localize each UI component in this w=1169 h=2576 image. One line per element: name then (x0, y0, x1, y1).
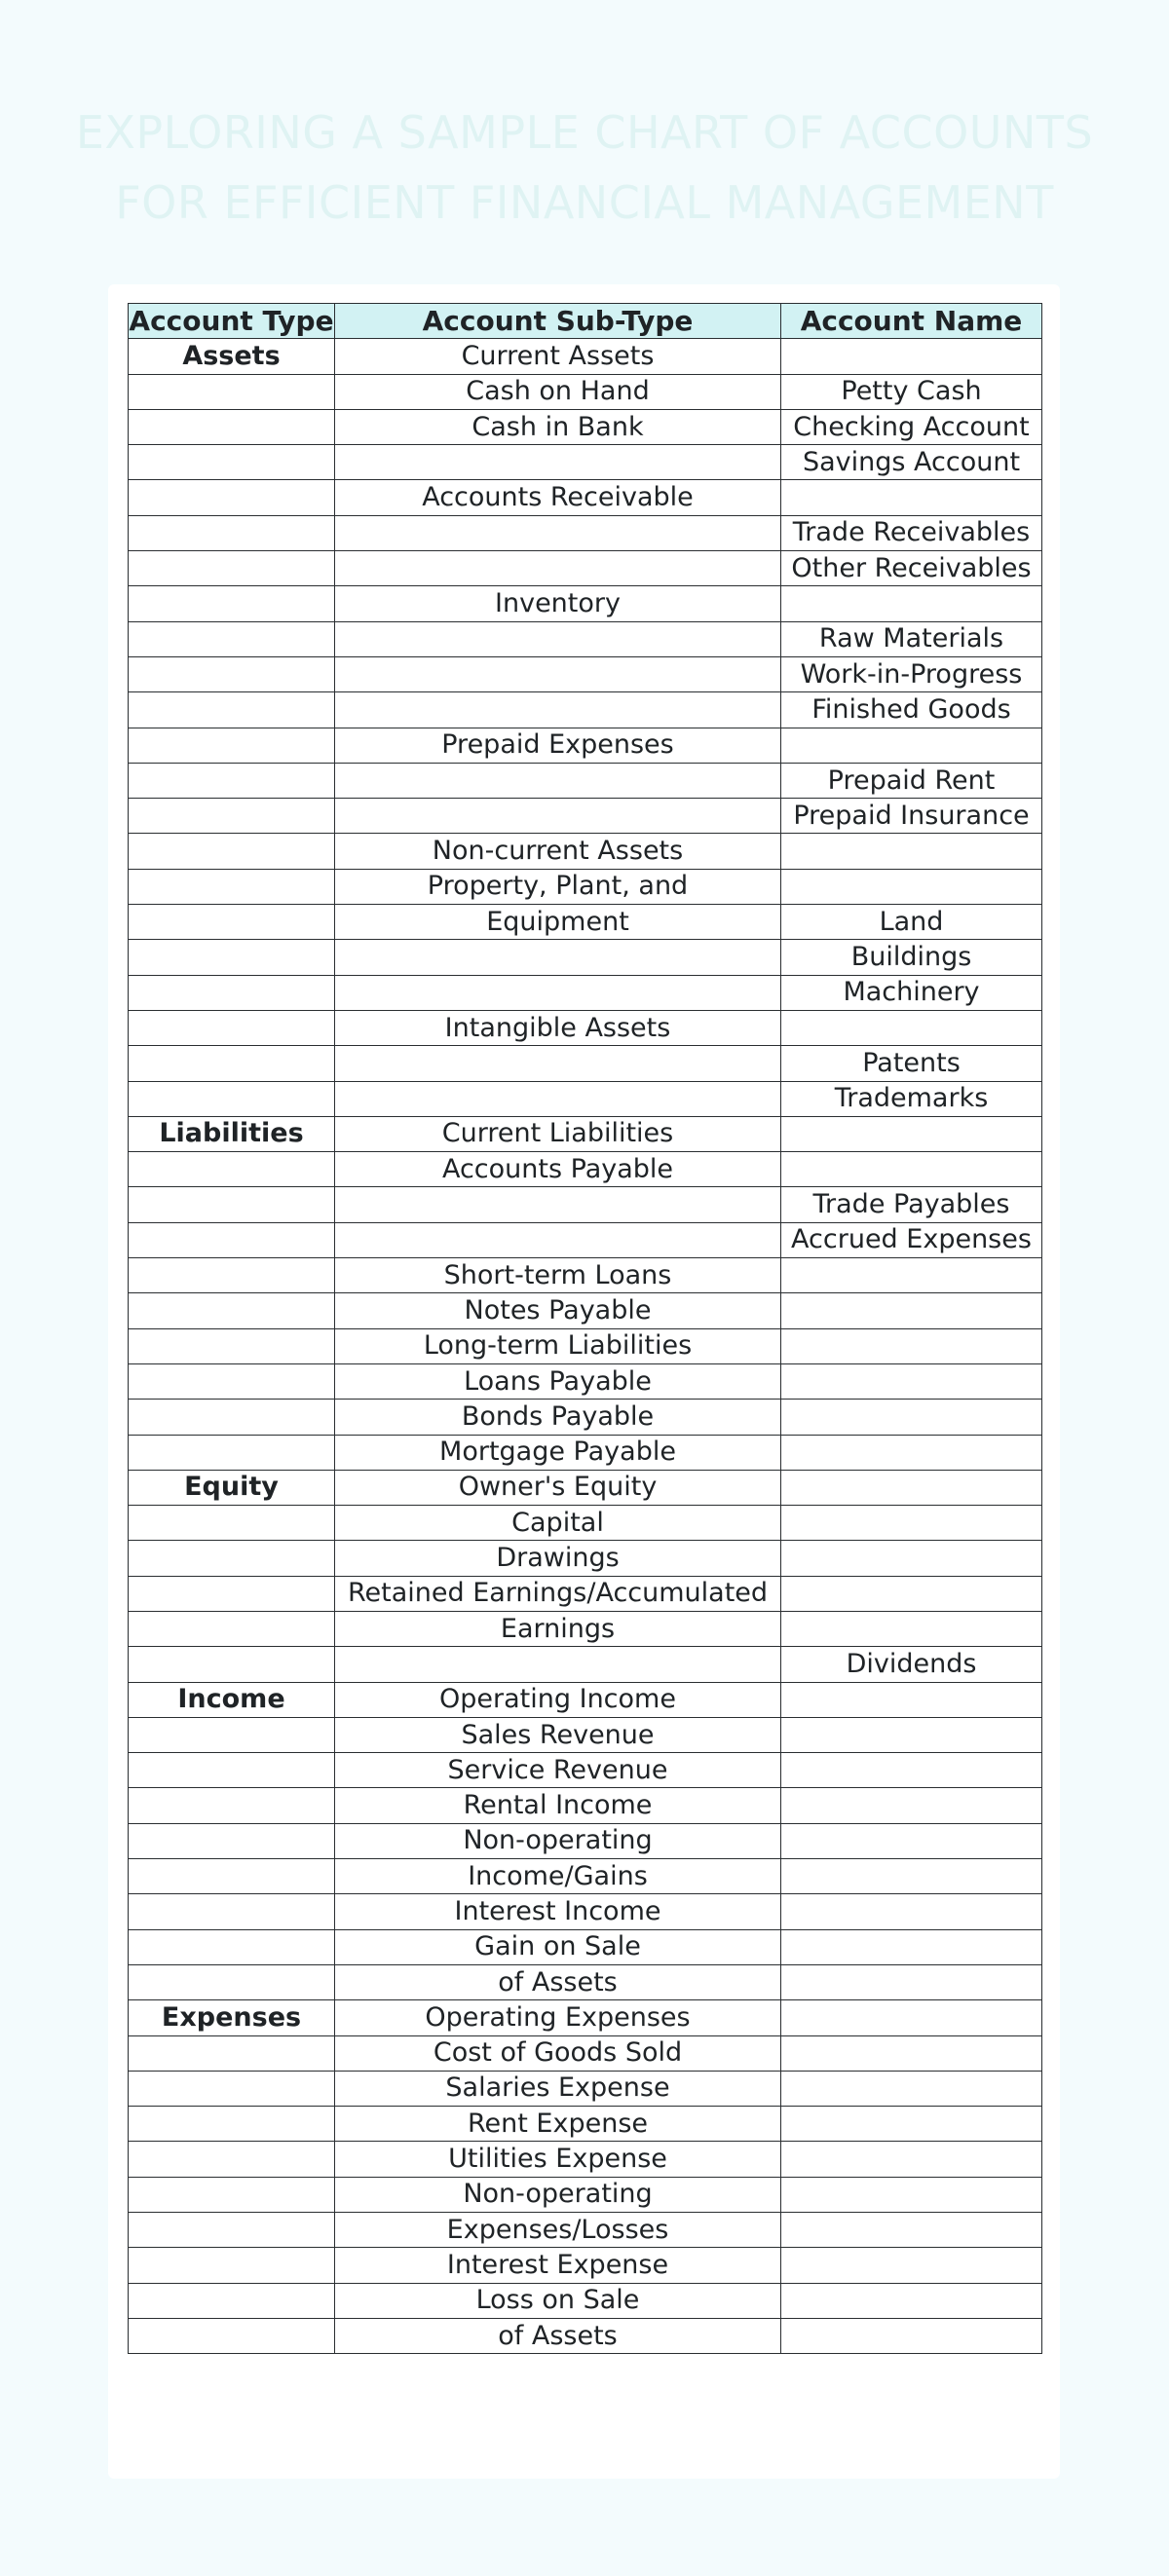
account-type-cell (129, 1363, 335, 1399)
account-type-cell (129, 1258, 335, 1293)
account-type-cell (129, 551, 335, 586)
account-sub-type-cell: Interest Income (335, 1894, 781, 1929)
account-type-cell (129, 1964, 335, 1999)
account-type-cell (129, 1400, 335, 1435)
account-name-cell (781, 1682, 1042, 1717)
account-type-cell (129, 515, 335, 550)
table-row (129, 374, 1042, 409)
table-row (129, 940, 1042, 975)
account-sub-type-cell (335, 445, 781, 480)
account-sub-type-cell: Gain on Sale (335, 1929, 781, 1964)
table-row (129, 1753, 1042, 1788)
account-name-cell (781, 2000, 1042, 2035)
account-name-cell: Accrued Expenses (781, 1222, 1042, 1257)
account-name-cell (781, 2283, 1042, 2318)
account-type-cell (129, 1328, 335, 1363)
header-account-name: Account Name (781, 304, 1042, 339)
account-name-cell (781, 1576, 1042, 1611)
table-row (129, 869, 1042, 904)
table-row (129, 2071, 1042, 2106)
account-sub-type-cell: Interest Expense (335, 2248, 781, 2283)
account-sub-type-cell: Short-term Loans (335, 1258, 781, 1293)
account-name-cell (781, 1506, 1042, 1541)
table-row (129, 1116, 1042, 1151)
table-row (129, 1647, 1042, 1682)
account-name-cell: Dividends (781, 1647, 1042, 1682)
table-row (129, 728, 1042, 763)
account-name-cell (781, 586, 1042, 621)
table-row (129, 975, 1042, 1010)
account-name-cell (781, 869, 1042, 904)
table-row (129, 834, 1042, 869)
account-name-cell (781, 2142, 1042, 2177)
table-row (129, 2213, 1042, 2248)
account-type-cell (129, 2248, 335, 2283)
table-row (129, 2318, 1042, 2353)
table-row (129, 1258, 1042, 1293)
account-sub-type-cell: Prepaid Expenses (335, 728, 781, 763)
table-row (129, 1046, 1042, 1081)
title-line-1: EXPLORING A SAMPLE CHART OF ACCOUNTS (75, 106, 1094, 159)
account-name-cell (781, 2318, 1042, 2353)
account-sub-type-cell: Cash in Bank (335, 409, 781, 444)
table-row (129, 2177, 1042, 2212)
account-type-cell (129, 1293, 335, 1328)
account-sub-type-cell (335, 1647, 781, 1682)
header-account-type: Account Type (129, 304, 335, 339)
table-row (129, 621, 1042, 656)
account-type-cell (129, 1046, 335, 1081)
account-name-cell (781, 1894, 1042, 1929)
account-type-cell (129, 1753, 335, 1788)
account-type-cell (129, 1222, 335, 1257)
table-row (129, 1788, 1042, 1823)
account-name-cell: Trade Receivables (781, 515, 1042, 550)
account-sub-type-cell (335, 799, 781, 834)
account-type-cell (129, 2107, 335, 2142)
account-name-cell: Other Receivables (781, 551, 1042, 586)
table-row (129, 763, 1042, 798)
account-type-cell (129, 1611, 335, 1646)
table-row (129, 2000, 1042, 2035)
table-row (129, 1894, 1042, 1929)
account-name-cell (781, 1470, 1042, 1505)
account-type-cell: Income (129, 1682, 335, 1717)
account-name-cell: Buildings (781, 940, 1042, 975)
table-row (129, 2248, 1042, 2283)
account-type-cell (129, 975, 335, 1010)
chart-of-accounts-table (128, 303, 1042, 2354)
account-name-cell (781, 1435, 1042, 1470)
account-type-cell (129, 409, 335, 444)
account-type-cell (129, 728, 335, 763)
table-row (129, 1363, 1042, 1399)
account-sub-type-cell: Equipment (335, 905, 781, 940)
table-row (129, 409, 1042, 444)
account-sub-type-cell: Salaries Expense (335, 2071, 781, 2106)
account-sub-type-cell: Loss on Sale (335, 2283, 781, 2318)
account-sub-type-cell: Mortgage Payable (335, 1435, 781, 1470)
account-sub-type-cell (335, 515, 781, 550)
account-sub-type-cell: Non-operating (335, 2177, 781, 2212)
account-sub-type-cell: Bonds Payable (335, 1400, 781, 1435)
table-row (129, 1964, 1042, 1999)
account-name-cell (781, 1010, 1042, 1045)
account-sub-type-cell (335, 656, 781, 691)
account-type-cell (129, 2035, 335, 2071)
account-type-cell (129, 656, 335, 691)
account-name-cell: Land (781, 905, 1042, 940)
account-sub-type-cell (335, 551, 781, 586)
account-type-cell (129, 2071, 335, 2106)
page-title (0, 97, 1169, 238)
account-sub-type-cell: Accounts Payable (335, 1152, 781, 1187)
table-row (129, 1222, 1042, 1257)
account-name-cell (781, 1293, 1042, 1328)
account-sub-type-cell (335, 692, 781, 728)
account-sub-type-cell: of Assets (335, 2318, 781, 2353)
account-sub-type-cell: Non-current Assets (335, 834, 781, 869)
account-name-cell (781, 2071, 1042, 2106)
account-sub-type-cell: Service Revenue (335, 1753, 781, 1788)
account-name-cell (781, 1717, 1042, 1752)
account-type-cell (129, 905, 335, 940)
account-type-cell (129, 940, 335, 975)
table-row (129, 480, 1042, 515)
account-name-cell (781, 480, 1042, 515)
account-sub-type-cell (335, 975, 781, 1010)
table-row (129, 905, 1042, 940)
table-row (129, 1859, 1042, 1894)
table-row (129, 2107, 1042, 2142)
account-type-cell (129, 2177, 335, 2212)
account-type-cell (129, 1894, 335, 1929)
account-type-cell (129, 1435, 335, 1470)
account-sub-type-cell: Operating Income (335, 1682, 781, 1717)
account-sub-type-cell: Cost of Goods Sold (335, 2035, 781, 2071)
account-type-cell (129, 2213, 335, 2248)
table-row (129, 1010, 1042, 1045)
account-name-cell: Prepaid Rent (781, 763, 1042, 798)
title-line-2: FOR EFFICIENT FINANCIAL MANAGEMENT (115, 176, 1054, 229)
account-type-cell (129, 763, 335, 798)
table-row (129, 2142, 1042, 2177)
account-name-cell (781, 1929, 1042, 1964)
account-sub-type-cell: Cash on Hand (335, 374, 781, 409)
account-sub-type-cell: Rental Income (335, 1788, 781, 1823)
account-name-cell (781, 1788, 1042, 1823)
account-type-cell (129, 445, 335, 480)
account-sub-type-cell (335, 1046, 781, 1081)
table-row (129, 339, 1042, 374)
account-name-cell: Prepaid Insurance (781, 799, 1042, 834)
account-name-cell (781, 2213, 1042, 2248)
account-type-cell (129, 621, 335, 656)
table-row (129, 551, 1042, 586)
account-type-cell (129, 1010, 335, 1045)
table-row (129, 1435, 1042, 1470)
account-name-cell: Savings Account (781, 445, 1042, 480)
table-row (129, 445, 1042, 480)
account-name-cell: Finished Goods (781, 692, 1042, 728)
account-name-cell (781, 1116, 1042, 1151)
account-sub-type-cell: Inventory (335, 586, 781, 621)
account-sub-type-cell: Current Assets (335, 339, 781, 374)
table-row (129, 692, 1042, 728)
account-sub-type-cell: Notes Payable (335, 1293, 781, 1328)
account-type-cell (129, 869, 335, 904)
account-name-cell (781, 1363, 1042, 1399)
account-name-cell (781, 1753, 1042, 1788)
account-name-cell (781, 1541, 1042, 1576)
table-row (129, 586, 1042, 621)
account-type-cell (129, 2142, 335, 2177)
table-row (129, 1293, 1042, 1328)
account-type-cell (129, 1506, 335, 1541)
account-type-cell (129, 480, 335, 515)
table-row (129, 656, 1042, 691)
account-type-cell (129, 1152, 335, 1187)
account-sub-type-cell: Expenses/Losses (335, 2213, 781, 2248)
account-type-cell (129, 692, 335, 728)
table-row (129, 1081, 1042, 1116)
account-type-cell (129, 1859, 335, 1894)
table-row (129, 1328, 1042, 1363)
account-name-cell (781, 1152, 1042, 1187)
table-row (129, 1611, 1042, 1646)
account-sub-type-cell: Long-term Liabilities (335, 1328, 781, 1363)
account-name-cell: Trade Payables (781, 1187, 1042, 1222)
account-name-cell: Checking Account (781, 409, 1042, 444)
account-sub-type-cell: Accounts Receivable (335, 480, 781, 515)
account-name-cell (781, 834, 1042, 869)
account-name-cell: Raw Materials (781, 621, 1042, 656)
account-type-cell (129, 1929, 335, 1964)
table-body (129, 339, 1042, 2354)
account-type-cell (129, 1187, 335, 1222)
account-sub-type-cell: Operating Expenses (335, 2000, 781, 2035)
table-row (129, 1576, 1042, 1611)
account-type-cell: Equity (129, 1470, 335, 1505)
account-name-cell: Patents (781, 1046, 1042, 1081)
table-row (129, 1506, 1042, 1541)
account-name-cell (781, 339, 1042, 374)
table-row (129, 1400, 1042, 1435)
table-row (129, 1187, 1042, 1222)
account-type-cell: Expenses (129, 2000, 335, 2035)
account-type-cell (129, 2283, 335, 2318)
account-sub-type-cell: Capital (335, 1506, 781, 1541)
account-sub-type-cell: Sales Revenue (335, 1717, 781, 1752)
account-name-cell (781, 2107, 1042, 2142)
account-name-cell (781, 2035, 1042, 2071)
account-name-cell: Work-in-Progress (781, 656, 1042, 691)
account-type-cell (129, 1081, 335, 1116)
account-name-cell (781, 1964, 1042, 1999)
table-header-row (129, 304, 1042, 339)
header-account-sub-type: Account Sub-Type (335, 304, 781, 339)
table-row (129, 2035, 1042, 2071)
account-sub-type-cell (335, 1222, 781, 1257)
account-type-cell (129, 586, 335, 621)
table-row (129, 2283, 1042, 2318)
account-sub-type-cell: Utilities Expense (335, 2142, 781, 2177)
account-type-cell: Assets (129, 339, 335, 374)
account-name-cell (781, 2177, 1042, 2212)
account-type-cell (129, 374, 335, 409)
account-type-cell (129, 1788, 335, 1823)
account-name-cell (781, 1611, 1042, 1646)
account-sub-type-cell: Retained Earnings/Accumulated (335, 1576, 781, 1611)
account-name-cell: Machinery (781, 975, 1042, 1010)
account-type-cell (129, 1541, 335, 1576)
account-sub-type-cell (335, 1187, 781, 1222)
table-row (129, 1682, 1042, 1717)
account-sub-type-cell: Intangible Assets (335, 1010, 781, 1045)
account-sub-type-cell: of Assets (335, 1964, 781, 1999)
account-sub-type-cell: Property, Plant, and (335, 869, 781, 904)
account-sub-type-cell (335, 763, 781, 798)
account-name-cell (781, 2248, 1042, 2283)
account-type-cell (129, 1647, 335, 1682)
account-name-cell (781, 728, 1042, 763)
account-name-cell: Trademarks (781, 1081, 1042, 1116)
account-sub-type-cell (335, 940, 781, 975)
account-sub-type-cell: Earnings (335, 1611, 781, 1646)
account-type-cell (129, 1823, 335, 1858)
account-type-cell (129, 1717, 335, 1752)
account-name-cell (781, 1823, 1042, 1858)
account-type-cell (129, 834, 335, 869)
account-type-cell (129, 799, 335, 834)
account-name-cell (781, 1859, 1042, 1894)
account-sub-type-cell: Income/Gains (335, 1859, 781, 1894)
table-row (129, 1470, 1042, 1505)
table-row (129, 1929, 1042, 1964)
account-sub-type-cell: Rent Expense (335, 2107, 781, 2142)
account-sub-type-cell: Drawings (335, 1541, 781, 1576)
account-sub-type-cell: Loans Payable (335, 1363, 781, 1399)
account-sub-type-cell (335, 1081, 781, 1116)
account-sub-type-cell: Current Liabilities (335, 1116, 781, 1151)
account-name-cell (781, 1258, 1042, 1293)
account-sub-type-cell (335, 621, 781, 656)
account-name-cell (781, 1328, 1042, 1363)
account-type-cell (129, 1576, 335, 1611)
table-row (129, 515, 1042, 550)
account-name-cell: Petty Cash (781, 374, 1042, 409)
table-row (129, 1823, 1042, 1858)
table-row (129, 799, 1042, 834)
account-sub-type-cell: Non-operating (335, 1823, 781, 1858)
account-sub-type-cell: Owner's Equity (335, 1470, 781, 1505)
table-row (129, 1152, 1042, 1187)
account-type-cell (129, 2318, 335, 2353)
account-name-cell (781, 1400, 1042, 1435)
account-type-cell: Liabilities (129, 1116, 335, 1151)
table-row (129, 1717, 1042, 1752)
table-row (129, 1541, 1042, 1576)
